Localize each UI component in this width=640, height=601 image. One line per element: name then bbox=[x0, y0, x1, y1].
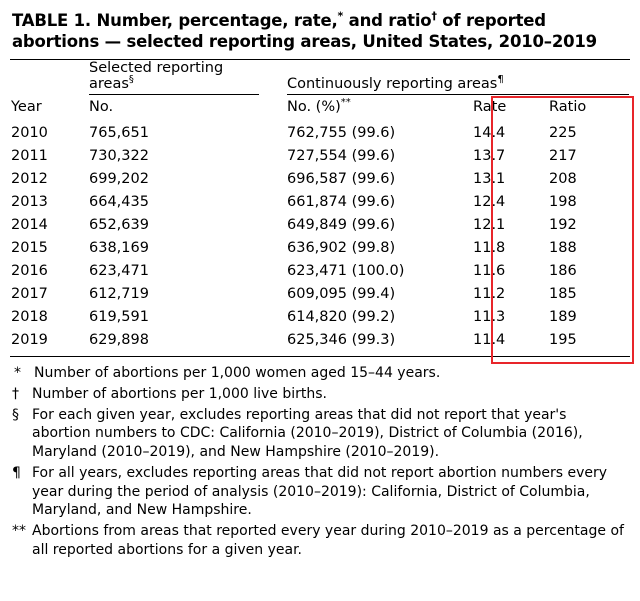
group-header-gap bbox=[259, 60, 287, 95]
cell-year: 2014 bbox=[11, 216, 48, 233]
footnote-text: For all years, excludes reporting areas that did not report abortion numbers every year during the period of analysis (2010–2019): California, District of Columbia, Maryland, and New Hampshire. bbox=[32, 465, 608, 519]
cell-year: 2015 bbox=[11, 239, 48, 256]
cell-rate: 11.6 bbox=[473, 262, 506, 279]
cell-ratio: 208 bbox=[549, 170, 577, 187]
footnote-asterisk bbox=[12, 364, 628, 383]
cell-ratio: 198 bbox=[549, 193, 577, 210]
title-prefix: TABLE 1. Number, percentage, rate, bbox=[12, 11, 338, 30]
group-header-continuous-label: Continuously reporting areas bbox=[287, 76, 498, 93]
footnote-text: For each given year, excludes reporting areas that did not report that year's abortion numbers to CDC: California (2010–2019), District of Columbia (2016), Maryland (2010–2019), and New Hampshire (2010–2019). bbox=[32, 406, 583, 460]
cell-continuous-no: 614,820 (99.2) bbox=[287, 308, 396, 325]
cell-continuous-no: 623,471 (100.0) bbox=[287, 262, 405, 279]
group-header-selected-label: Selected reporting areas bbox=[89, 60, 224, 93]
cell-selected-no: 623,471 bbox=[89, 262, 149, 279]
table-row bbox=[11, 190, 629, 213]
cell-year: 2016 bbox=[11, 262, 48, 279]
cell-gap bbox=[259, 236, 287, 259]
group-header-continuous-marker: ¶ bbox=[497, 74, 504, 86]
cell-rate: 12.4 bbox=[473, 193, 506, 210]
cell-rate: 11.3 bbox=[473, 308, 506, 325]
footnote-marker: † bbox=[12, 385, 19, 402]
cell-selected-no: 629,898 bbox=[89, 332, 149, 348]
table-body bbox=[11, 121, 629, 351]
cell-year: 2018 bbox=[11, 308, 48, 325]
cell-ratio: 225 bbox=[549, 124, 577, 141]
cell-year: 2012 bbox=[11, 170, 48, 187]
column-header-continuous-no-marker: ** bbox=[340, 97, 351, 109]
cell-continuous-no: 696,587 (99.6) bbox=[287, 170, 396, 187]
column-header-rate: Rate bbox=[473, 99, 507, 116]
title-dagger-marker: † bbox=[431, 9, 437, 23]
cell-ratio: 195 bbox=[549, 332, 577, 348]
cell-ratio: 186 bbox=[549, 262, 577, 279]
cell-rate: 11.4 bbox=[473, 332, 506, 348]
title-asterisk-marker: * bbox=[337, 9, 344, 23]
cell-gap bbox=[259, 167, 287, 190]
cell-gap bbox=[259, 190, 287, 213]
cell-rate: 12.1 bbox=[473, 216, 506, 233]
cell-rate: 14.4 bbox=[473, 124, 506, 141]
footnote-pilcrow bbox=[12, 464, 628, 520]
group-header-selected-reporting-areas bbox=[89, 60, 259, 95]
cell-selected-no: 730,322 bbox=[89, 147, 149, 164]
cell-continuous-no: 727,554 (99.6) bbox=[287, 147, 396, 164]
cell-selected-no: 652,639 bbox=[89, 216, 149, 233]
cell-year: 2019 bbox=[11, 332, 48, 348]
cell-rate: 11.8 bbox=[473, 239, 506, 256]
footnote-text: Number of abortions per 1,000 women aged 15–44 years. bbox=[34, 364, 441, 381]
cell-selected-no: 765,651 bbox=[89, 124, 149, 141]
page-title bbox=[0, 0, 640, 52]
cell-year: 2013 bbox=[11, 193, 48, 210]
cell-continuous-no: 609,095 (99.4) bbox=[287, 285, 396, 302]
column-header-selected-no: No. bbox=[89, 99, 114, 116]
footnote-text: Number of abortions per 1,000 live births. bbox=[32, 385, 327, 402]
table-row bbox=[11, 213, 629, 236]
cell-rate: 11.2 bbox=[473, 285, 506, 302]
cell-selected-no: 619,591 bbox=[89, 308, 149, 325]
group-header-selected-marker: § bbox=[128, 74, 134, 86]
group-header-spacer bbox=[11, 60, 89, 95]
cell-gap bbox=[259, 305, 287, 328]
table-row bbox=[11, 305, 629, 328]
group-header-continuously-reporting-areas bbox=[287, 60, 629, 95]
column-header-continuous-no-label: No. (%) bbox=[287, 99, 341, 116]
cell-gap bbox=[259, 259, 287, 282]
abortion-statistics-table bbox=[11, 60, 629, 351]
column-header-year: Year bbox=[11, 99, 42, 116]
table-row bbox=[11, 259, 629, 282]
footnote-double-asterisk bbox=[12, 522, 628, 559]
table-column-header-row bbox=[11, 95, 629, 122]
cell-ratio: 189 bbox=[549, 308, 577, 325]
footnote-marker: ¶ bbox=[12, 465, 21, 482]
cell-gap bbox=[259, 329, 287, 352]
footnote-marker: § bbox=[12, 406, 19, 423]
table-row bbox=[11, 329, 629, 352]
table-row bbox=[11, 282, 629, 305]
cell-selected-no: 699,202 bbox=[89, 170, 149, 187]
column-header-ratio: Ratio bbox=[549, 99, 587, 116]
cell-ratio: 185 bbox=[549, 285, 577, 302]
cell-continuous-no: 661,874 (99.6) bbox=[287, 193, 396, 210]
footnotes bbox=[0, 357, 640, 560]
cell-ratio: 192 bbox=[549, 216, 577, 233]
footnote-section bbox=[12, 406, 628, 462]
cell-year: 2017 bbox=[11, 285, 48, 302]
title-middle: and ratio bbox=[343, 11, 432, 30]
footnote-marker: ** bbox=[12, 523, 26, 540]
cell-ratio: 217 bbox=[549, 147, 577, 164]
cell-selected-no: 638,169 bbox=[89, 239, 149, 256]
table-group-header-row bbox=[11, 60, 629, 95]
cell-gap bbox=[259, 213, 287, 236]
cell-continuous-no: 636,902 (99.8) bbox=[287, 239, 396, 256]
cell-continuous-no: 762,755 (99.6) bbox=[287, 124, 396, 141]
footnote-text: Abortions from areas that reported every year during 2010–2019 as a percentage of all reported abortions for a given year. bbox=[32, 523, 624, 559]
footnote-marker: * bbox=[14, 364, 21, 381]
cell-selected-no: 612,719 bbox=[89, 285, 149, 302]
cell-gap bbox=[259, 144, 287, 167]
cell-gap bbox=[259, 121, 287, 144]
cell-year: 2011 bbox=[11, 147, 48, 164]
footnote-dagger bbox=[12, 385, 628, 404]
cell-ratio: 188 bbox=[549, 239, 577, 256]
table-row bbox=[11, 144, 629, 167]
table-row bbox=[11, 121, 629, 144]
cell-rate: 13.7 bbox=[473, 147, 506, 164]
cell-year: 2010 bbox=[11, 124, 48, 141]
title-suffix: of reported abortions — selected reporting areas, United States, 2010–2019 bbox=[12, 11, 597, 52]
table-row bbox=[11, 167, 629, 190]
column-header-continuous-no bbox=[287, 95, 473, 122]
table-row bbox=[11, 236, 629, 259]
cell-rate: 13.1 bbox=[473, 170, 506, 187]
cell-gap bbox=[259, 282, 287, 305]
cell-continuous-no: 625,346 (99.3) bbox=[287, 332, 396, 348]
cell-selected-no: 664,435 bbox=[89, 193, 149, 210]
cell-continuous-no: 649,849 (99.6) bbox=[287, 216, 396, 233]
column-header-gap bbox=[259, 95, 287, 122]
